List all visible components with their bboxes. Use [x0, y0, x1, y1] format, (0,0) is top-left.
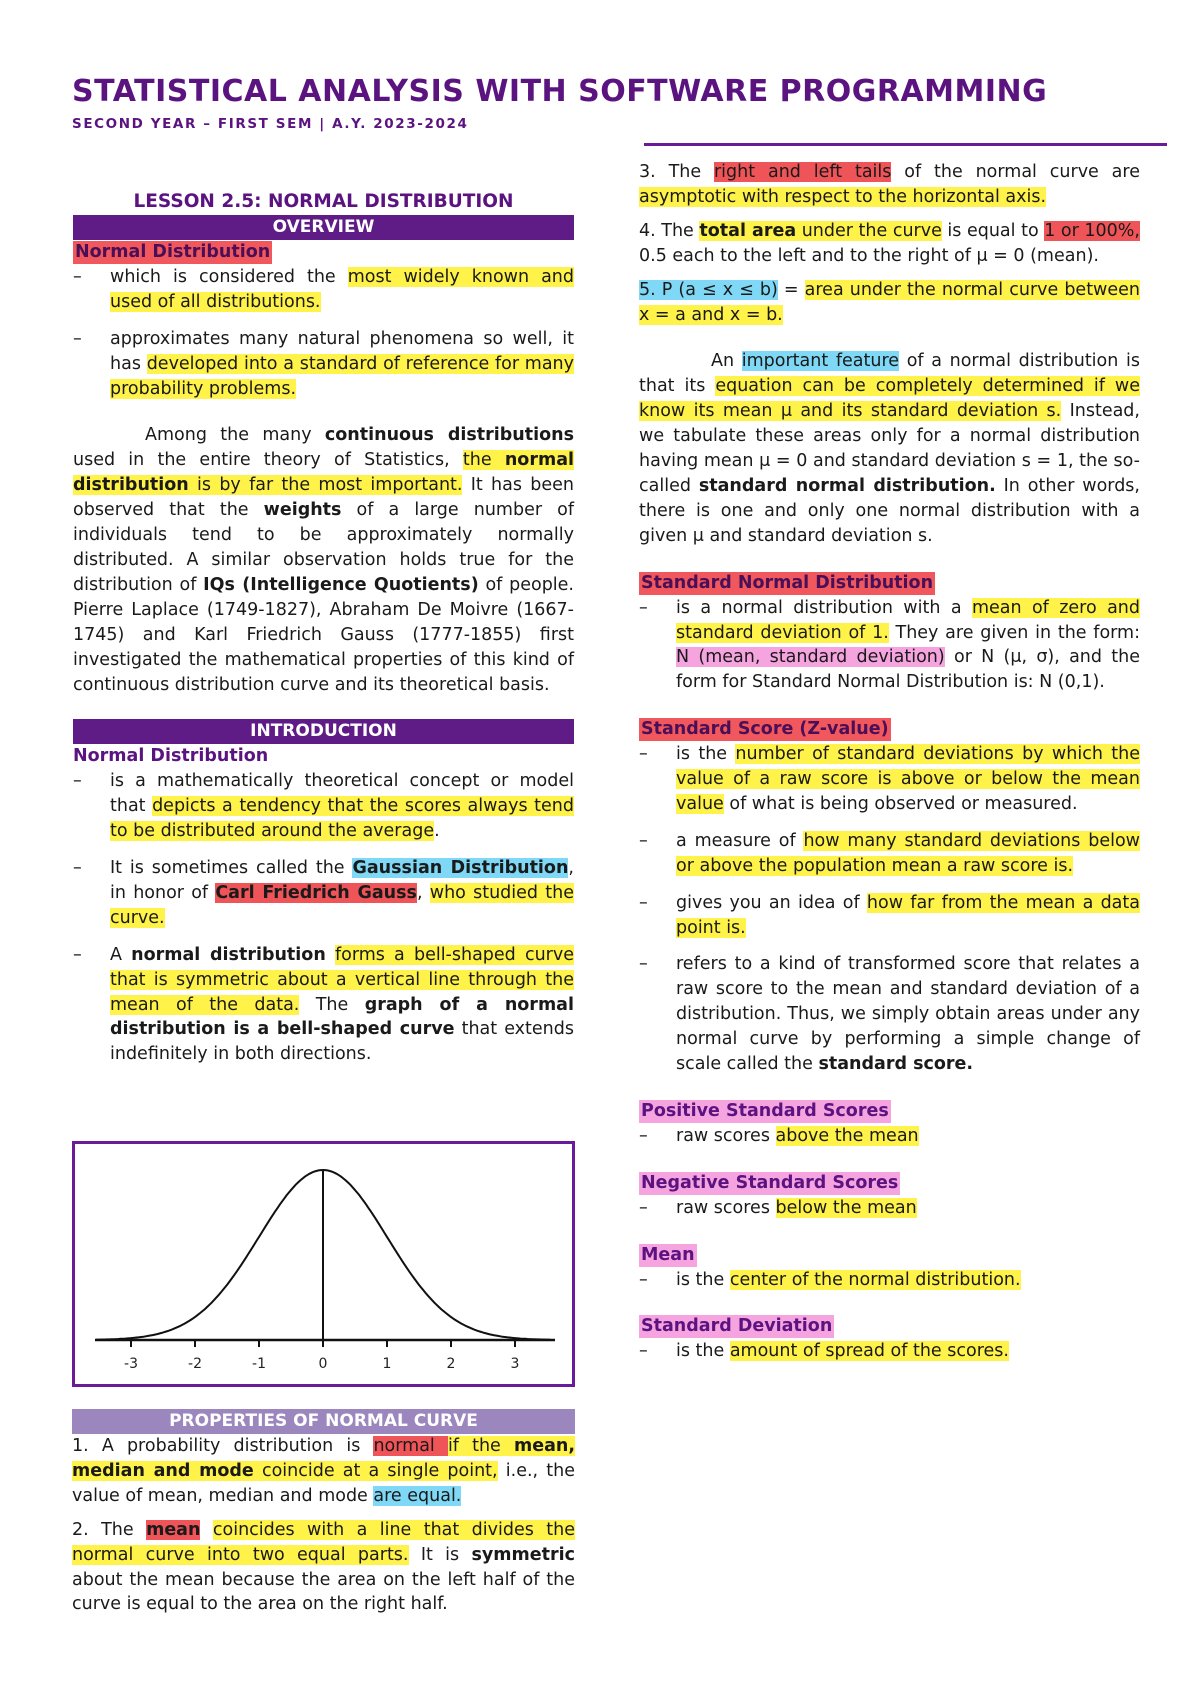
highlight: asymptotic with respect to the horizontal axis.: [639, 186, 1047, 207]
text: is the: [676, 1269, 730, 1290]
bold-text: normal distribution: [73, 450, 574, 496]
bold-text: normal distribution: [131, 944, 326, 965]
bullet-dash: –: [639, 1341, 648, 1362]
axis-tick-label: 1: [382, 1356, 392, 1372]
bullet-dash: –: [639, 1269, 648, 1290]
bullet-dash: –: [639, 597, 648, 618]
standard-normal-term: Standard Normal Distribution: [641, 572, 934, 593]
highlight-red: mean: [146, 1519, 201, 1540]
text: Instead, we tabulate these areas only for a normal distribution having mean μ = 0 and standard deviation s = 1, the so-called: [639, 401, 1140, 496]
text: used in the entire theory of Statistics,: [73, 450, 463, 471]
highlight: equation can be completely determined if we know its mean μ and its standard deviation s.: [639, 376, 1140, 422]
property-1: [72, 1434, 575, 1509]
text: is by far the most important.: [188, 475, 463, 496]
bullet-dash: –: [73, 944, 82, 965]
bold-text: IQs (Intelligence Quotients): [203, 574, 479, 595]
axis-tick-label: 2: [446, 1356, 456, 1372]
bold-text: standard normal distribution.: [698, 475, 996, 496]
text: It is sometimes called the: [110, 858, 353, 879]
intro-item-3: [73, 943, 574, 1068]
highlight-red: normal: [373, 1436, 448, 1456]
bullet-dash: –: [73, 328, 82, 349]
bullet-dash: –: [73, 266, 82, 287]
highlight-red: right and left tails: [713, 162, 892, 182]
text: raw scores: [676, 1125, 776, 1146]
ss-item-3: [639, 891, 1140, 941]
overview-item-2: [73, 327, 574, 402]
axis-tick-label: -3: [124, 1356, 138, 1372]
overview-item-1: [73, 265, 574, 315]
axis-tick-label: -2: [188, 1356, 202, 1372]
highlight: forms a bell-shaped curve that is symmetric about a vertical line through the mean of the data.: [110, 944, 574, 1015]
feature-paragraph: [639, 349, 1140, 548]
property-5: [639, 278, 1140, 328]
text: a measure of: [676, 830, 804, 851]
highlight: coincides with a line that divides the normal curve into two equal parts.: [72, 1519, 575, 1565]
property-4: [639, 219, 1140, 269]
axis-tick-label: -1: [252, 1356, 266, 1372]
bullet-dash: –: [73, 771, 82, 792]
bell-curve-figure: [72, 1141, 575, 1387]
text: .: [434, 821, 440, 842]
text: is the: [676, 744, 736, 765]
text: of people. Pierre Laplace (1749-1827), Abraham De Moivre (1667-1745) and Karl Friedrich Gauss (1777-1855) first investigated the mathematical properties of this kind of continuous distribution curve and its theoretical basis.: [73, 574, 574, 695]
text: 4. The: [639, 220, 700, 241]
text: [200, 1520, 212, 1540]
intro-item-2: [73, 856, 574, 931]
positive-item: [639, 1124, 1140, 1149]
text: of a large number of individuals tend to be approximately normally distributed. A similar observation holds true for the distribution of: [73, 500, 575, 595]
text: or N (μ, σ), and the form for Standard Normal Distribution is: N (0,1).: [676, 647, 1140, 693]
bold-text: weights: [263, 500, 342, 521]
text: 1. A probability distribution is: [72, 1436, 374, 1456]
text: Among the many: [145, 425, 325, 446]
ss-item-2: [639, 829, 1140, 879]
negative-item: [639, 1196, 1140, 1221]
text: the: [462, 450, 505, 471]
intro-item-1: [73, 769, 574, 844]
tick-group: [124, 1340, 519, 1372]
document-header: [72, 74, 1172, 132]
header-divider: [644, 143, 1167, 146]
text: is equal to: [941, 220, 1045, 241]
bold-text: continuous distributions: [324, 425, 574, 446]
positive-scores-term: Positive Standard Scores: [641, 1101, 889, 1121]
highlight-red: 1 or 100%,: [1044, 220, 1140, 241]
mean-item: [639, 1268, 1140, 1293]
bullet-dash: –: [639, 1197, 648, 1218]
text: An: [711, 351, 742, 372]
text: is a normal distribution with a: [676, 597, 972, 618]
negative-scores-term: Negative Standard Scores: [641, 1172, 899, 1193]
text: [326, 945, 335, 965]
text: of a normal distribution is that its: [639, 351, 1140, 397]
highlight-red: Carl Friedrich Gauss: [215, 882, 417, 903]
left-column: [73, 189, 574, 1067]
text: 3. The: [639, 162, 714, 182]
highlight: depicts a tendency that the scores always tend to be distributed around the average: [110, 796, 574, 842]
right-column: [639, 160, 1140, 1364]
snd-item: [639, 596, 1140, 696]
standard-score-term: Standard Score (Z-value): [641, 719, 889, 740]
ss-item-4: [639, 952, 1140, 1077]
text: =: [777, 279, 805, 300]
introduction-term: Normal Distribution: [73, 746, 269, 767]
text: if the: [447, 1436, 514, 1456]
text: ,: [416, 882, 430, 903]
overview-paragraph: [73, 423, 574, 697]
highlight-blue: important feature: [741, 351, 900, 372]
property-3: [639, 160, 1140, 210]
mean-term: Mean: [641, 1244, 695, 1265]
highlight: number of standard deviations by which the value of a raw score is above or below the mean value: [676, 744, 1140, 814]
bullet-dash: –: [639, 954, 648, 975]
axis-tick-label: 3: [510, 1356, 520, 1372]
document-subtitle: SECOND YEAR – FIRST SEM | A.Y. 2023-2024: [72, 116, 469, 132]
text: of the normal curve are: [891, 162, 1140, 182]
bold-text: graph of a normal distribution is a bell-shaped curve: [110, 994, 574, 1040]
bullet-dash: –: [73, 858, 82, 879]
text: under the curve: [796, 220, 942, 241]
highlight: area under the normal curve between x = a and x = b.: [639, 279, 1140, 325]
sd-item: [639, 1339, 1140, 1364]
highlight: center of the normal distribution.: [729, 1269, 1021, 1290]
highlight: how far from the mean a data point is.: [676, 892, 1140, 938]
highlight: below the mean: [775, 1197, 917, 1218]
bullet-dash: –: [639, 892, 648, 913]
overview-bar: OVERVIEW: [73, 215, 574, 240]
text: It is: [408, 1544, 472, 1565]
standard-deviation-term: Standard Deviation: [641, 1316, 833, 1337]
text: 0.5 each to the left and to the right of μ = 0 (mean).: [639, 245, 1099, 266]
bold-text: standard score.: [818, 1054, 974, 1075]
ss-item-1: [639, 742, 1140, 817]
axis-tick-label: 0: [318, 1356, 328, 1372]
text: , in honor of: [110, 858, 574, 903]
bullet-dash: –: [639, 830, 648, 851]
highlight-blue: Gaussian Distribution: [352, 858, 569, 879]
text: refers to a kind of transformed score that relates a raw score to the mean and standard deviation of a distribution. Thus, we simply obtain areas under any normal curve by performing a simple change of scale called the: [676, 954, 1140, 1075]
text: that extends indefinitely in both directions.: [110, 1019, 574, 1065]
highlight-pink: N (mean, standard deviation): [676, 647, 945, 668]
introduction-bar: INTRODUCTION: [73, 719, 574, 744]
text: It has been observed that the: [73, 475, 574, 521]
text: They are given in the form:: [888, 622, 1140, 643]
text: is a mathematically theoretical concept or model that: [110, 771, 574, 817]
highlight-blue: are equal.: [373, 1485, 462, 1506]
bullet-dash: –: [639, 1125, 648, 1146]
highlight: developed into a standard of reference for many probability problems.: [110, 353, 574, 399]
text: coincide at a single point,: [253, 1460, 498, 1481]
properties-section: [72, 1409, 575, 1617]
lesson-title: LESSON 2.5: NORMAL DISTRIBUTION: [133, 191, 514, 212]
text: 2. The: [72, 1519, 147, 1540]
text: about the mean because the area on the left half of the curve is equal to the area on the right half.: [72, 1569, 575, 1615]
highlight: [699, 221, 941, 241]
highlight: how many standard deviations below or above the population mean a raw score is.: [676, 830, 1140, 876]
highlight: mean of zero and standard deviation of 1.: [676, 597, 1140, 643]
text: which is considered the: [110, 266, 348, 287]
highlight: above the mean: [775, 1125, 919, 1146]
bullet-dash: –: [639, 744, 648, 765]
property-2: [72, 1518, 575, 1618]
highlight: amount of spread of the scores.: [729, 1341, 1009, 1362]
text: A: [110, 944, 132, 965]
text: The: [299, 994, 365, 1015]
highlight: who studied the curve.: [110, 882, 574, 928]
text: raw scores: [676, 1197, 776, 1218]
text: of what is being observed or measured.: [723, 793, 1078, 814]
text: i.e., the value of mean, median and mode: [72, 1460, 576, 1506]
highlight: most widely known and used of all distributions.: [110, 266, 575, 312]
bold-text: symmetric: [471, 1544, 576, 1565]
bold-text: total area: [699, 220, 797, 241]
document-title: STATISTICAL ANALYSIS WITH SOFTWARE PROGRAMMING: [72, 74, 1048, 109]
overview-term: Normal Distribution: [75, 242, 271, 262]
properties-bar: PROPERTIES OF NORMAL CURVE: [72, 1409, 575, 1434]
bold-text: mean, median and mode: [72, 1436, 575, 1481]
bell-curve-svg: [75, 1144, 572, 1384]
text: is the: [676, 1341, 730, 1362]
highlight-blue: 5. P (a ≤ x ≤ b): [639, 279, 778, 300]
text: gives you an idea of: [676, 892, 867, 913]
text: In other words, there is one and only one normal distribution with a given μ and standard deviation s.: [639, 475, 1140, 546]
text: approximates many natural phenomena so well, it has: [110, 328, 574, 374]
